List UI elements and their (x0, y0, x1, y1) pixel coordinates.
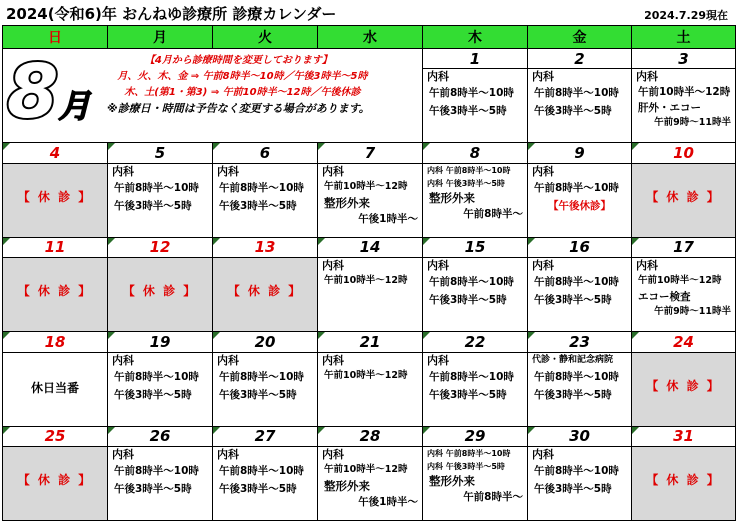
header (0, 0, 736, 25)
cell-text: 午前8時半～10時 (534, 370, 619, 383)
holiday-duty-label: 休日当番 (30, 380, 79, 395)
closed-label: 【 休 診 】 (646, 473, 721, 488)
date-21: 21 (318, 332, 423, 353)
notice (107, 53, 370, 117)
date-18: 18 (3, 332, 108, 353)
date-13: 13 (213, 237, 318, 258)
weekday-sat: 土 (632, 26, 736, 49)
cell-text: 内科 (532, 70, 554, 84)
cell-text: 内科 (322, 448, 344, 462)
weekday-fri: 金 (528, 26, 632, 49)
cell-text: 午前8時半～10時 (429, 370, 514, 383)
cell-text: 午後3時半～5時 (534, 388, 612, 401)
cell-text: 午前10時半～12時 (324, 464, 408, 476)
day-cell-5 (108, 163, 213, 237)
date-7: 7 (318, 143, 423, 164)
date-16: 16 (528, 237, 632, 258)
calendar-grid (2, 25, 736, 521)
cell-text: 内科 午前8時半～10時 (427, 449, 511, 459)
cell-text: 午前8時半～10時 (219, 465, 304, 478)
date-20: 20 (213, 332, 318, 353)
week4-body-row (3, 352, 736, 426)
weekday-wed: 水 (318, 26, 423, 49)
day-cell-7 (318, 163, 423, 237)
day-cell-23 (528, 352, 632, 426)
date-6: 6 (213, 143, 318, 164)
cell-text: 内科 (112, 448, 134, 462)
day-cell-4 (3, 163, 108, 237)
cell-text: 午後1時半～ (358, 496, 418, 509)
day-cell-19 (108, 352, 213, 426)
cell-text: 内科 (217, 448, 239, 462)
date-2: 2 (528, 48, 632, 69)
cell-text: 午前8時半～ (463, 491, 523, 504)
day-cell-13 (213, 258, 318, 332)
date-23: 23 (528, 332, 632, 353)
day-cell-11 (3, 258, 108, 332)
week3-date-row (3, 237, 736, 258)
day-cell-25 (3, 447, 108, 521)
cell-text: 整形外来 (324, 479, 370, 494)
cell-text: 内科 午後3時半～5時 (427, 462, 505, 472)
cell-text: 午後3時半～5時 (219, 199, 297, 212)
date-11: 11 (3, 237, 108, 258)
day-cell-17 (632, 258, 736, 332)
day-cell-30 (528, 447, 632, 521)
cell-text: 午後3時半～5時 (114, 388, 192, 401)
cell-text: 内科 午前8時半～10時 (427, 165, 511, 175)
day-cell-28 (318, 447, 423, 521)
cell-text: 午後3時半～5時 (219, 483, 297, 496)
date-3: 3 (632, 48, 736, 69)
cell-text: 午後1時半～ (358, 212, 418, 225)
notice-line1: 月、火、木、金 ⇒ 午前8時半～10時／午後3時半～5時 (117, 70, 368, 82)
closed-label: 【 休 診 】 (646, 378, 721, 393)
cell-text: 午後3時半～5時 (534, 483, 612, 496)
closed-label: 【 休 診 】 (17, 189, 93, 204)
cell-text: 午後3時半～5時 (429, 388, 507, 401)
cell-text: 午前10時半～12時 (324, 275, 408, 287)
cell-text: 午前8時半～10時 (534, 276, 619, 289)
date-24: 24 (632, 332, 736, 353)
cell-text: 午前8時半～10時 (534, 181, 619, 194)
day-cell-29 (423, 447, 528, 521)
cell-text: 午後3時半～5時 (534, 105, 612, 118)
closed-label: 【 休 診 】 (17, 473, 93, 488)
cell-text: 内科 (217, 164, 239, 178)
day-cell-6 (213, 163, 318, 237)
cell-text: 午後3時半～5時 (429, 294, 507, 307)
notice-title: 【4月から診療時間を変更しております】 (144, 54, 332, 66)
week5-date-row (3, 426, 736, 447)
day-cell-8 (423, 163, 528, 237)
updated-date: 2024.7.29現在 (644, 9, 728, 22)
date-19: 19 (108, 332, 213, 353)
date-29: 29 (423, 426, 528, 447)
cell-text: 午前10時半～12時 (324, 369, 408, 381)
week3-body-row (3, 258, 736, 332)
cell-text: 午前10時半～12時 (638, 275, 722, 287)
day-cell-22 (423, 352, 528, 426)
date-14: 14 (318, 237, 423, 258)
day-cell-12 (108, 258, 213, 332)
cell-text: 内科 (636, 259, 658, 273)
cell-text: 内科 (427, 353, 449, 367)
cell-text: 午前8時半～10時 (114, 370, 199, 383)
weekday-sun: 日 (3, 26, 108, 49)
cell-text: 午前10時半～12時 (638, 86, 731, 99)
day-cell-31 (632, 447, 736, 521)
weekday-mon: 月 (108, 26, 213, 49)
month-char: 月 (58, 86, 91, 125)
cell-text: 内科 (217, 353, 239, 367)
date-28: 28 (318, 426, 423, 447)
day-cell-9 (528, 163, 632, 237)
cell-text: 内科 (322, 164, 344, 178)
weekday-thu: 木 (423, 26, 528, 49)
cell-text: 内科 (532, 164, 554, 178)
cell-text: 午前8時半～10時 (534, 465, 619, 478)
date-17: 17 (632, 237, 736, 258)
day-cell-15 (423, 258, 528, 332)
cell-text: 内科 (636, 70, 658, 84)
day-cell-18 (3, 352, 108, 426)
notice-line3: ※診療日・時間は予告なく変更する場合があります。 (107, 101, 370, 115)
week2-date-row (3, 143, 736, 164)
cell-text: 午前8時半～10時 (219, 181, 304, 194)
week2-body-row (3, 163, 736, 237)
date-22: 22 (423, 332, 528, 353)
date-15: 15 (423, 237, 528, 258)
notice-line2: 木、土(第1・第3) ⇒ 午前10時半～12時／午後休診 (124, 86, 361, 98)
week4-date-row (3, 332, 736, 353)
cell-text: 午前8時半～ (463, 207, 523, 220)
cell-text: 内科 午後3時半～5時 (427, 178, 505, 188)
date-25: 25 (3, 426, 108, 447)
date-30: 30 (528, 426, 632, 447)
month-banner (3, 48, 423, 142)
day-cell-3 (632, 69, 736, 143)
closed-label: 【 休 診 】 (17, 284, 93, 299)
date-10: 10 (632, 143, 736, 164)
cell-text: 内科 (532, 259, 554, 273)
date-5: 5 (108, 143, 213, 164)
day-cell-1 (423, 69, 528, 143)
day-cell-10 (632, 163, 736, 237)
cell-text: 午前8時半～10時 (114, 181, 199, 194)
day-cell-26 (108, 447, 213, 521)
day-cell-20 (213, 352, 318, 426)
cell-text: 午前8時半～10時 (534, 87, 619, 100)
day-cell-2 (528, 69, 632, 143)
cell-text: 【午後休診】 (548, 199, 611, 212)
cell-text: 内科 (112, 353, 134, 367)
cell-text: 午後3時半～5時 (219, 388, 297, 401)
cell-text: 肝外・エコー (638, 102, 701, 115)
closed-label: 【 休 診 】 (227, 284, 303, 299)
cell-text: 午前8時半～10時 (114, 465, 199, 478)
week5-body-row (3, 447, 736, 521)
date-1: 1 (423, 48, 528, 69)
page-title: 2024(令和6)年 おんねゆ診療所 診療カレンダー (6, 5, 337, 23)
cell-text: 午後3時半～5時 (534, 294, 612, 307)
cell-text: 整形外来 (429, 474, 475, 489)
date-8: 8 (423, 143, 528, 164)
cell-text: 午前9時～11時半 (654, 117, 731, 129)
date-9: 9 (528, 143, 632, 164)
day-cell-21 (318, 352, 423, 426)
date-26: 26 (108, 426, 213, 447)
date-12: 12 (108, 237, 213, 258)
day-cell-27 (213, 447, 318, 521)
closed-label: 【 休 診 】 (122, 284, 198, 299)
cell-text: 内科 (532, 448, 554, 462)
date-27: 27 (213, 426, 318, 447)
day-cell-24 (632, 352, 736, 426)
cell-text: 内科 (322, 259, 344, 273)
cell-text: 午後3時半～5時 (114, 483, 192, 496)
cell-text: 内科 (427, 70, 449, 84)
month-number: 8月 (7, 48, 91, 135)
cell-text: エコー検査 (638, 291, 691, 304)
weekday-tue: 火 (213, 26, 318, 49)
cell-text: 代診・静和記念病院 (532, 354, 614, 365)
cell-text: 内科 (322, 353, 344, 367)
day-cell-16 (528, 258, 632, 332)
day-cell-14 (318, 258, 423, 332)
cell-text: 内科 (427, 259, 449, 273)
cell-text: 午前8時半～10時 (429, 276, 514, 289)
cell-text: 整形外来 (324, 195, 370, 210)
weekday-header-row (3, 26, 736, 49)
cell-text: 午後3時半～5時 (114, 199, 192, 212)
cell-text: 午後3時半～5時 (429, 105, 507, 118)
date-4: 4 (3, 143, 108, 164)
cell-text: 午前8時半～10時 (429, 87, 514, 100)
date-31: 31 (632, 426, 736, 447)
cell-text: 整形外来 (429, 190, 475, 205)
week1-date-row (3, 48, 736, 69)
cell-text: 午前10時半～12時 (324, 180, 408, 192)
cell-text: 内科 (112, 164, 134, 178)
cell-text: 午前9時～11時半 (654, 306, 731, 318)
closed-label: 【 休 診 】 (646, 189, 721, 204)
cell-text: 午前8時半～10時 (219, 370, 304, 383)
